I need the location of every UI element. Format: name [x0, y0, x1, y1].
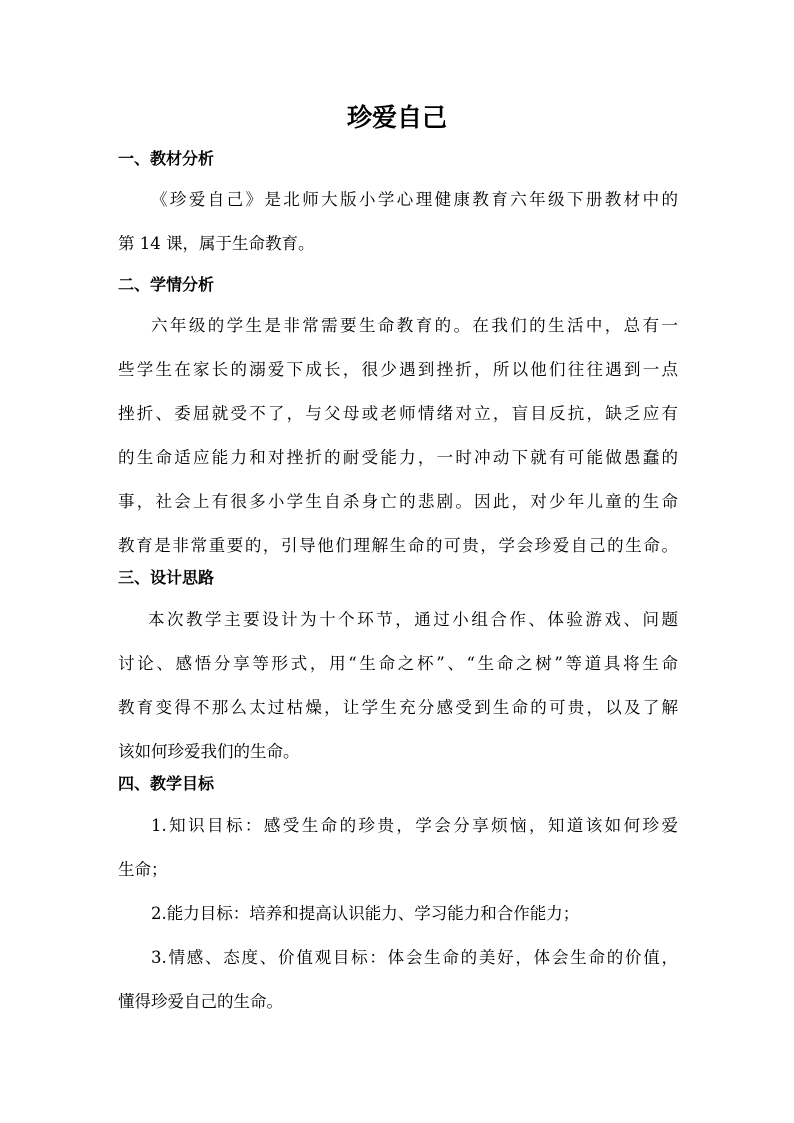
goal-item-line: 1.知识目标：感受生命的珍贵，学会分享烦恼，知道该如何珍爱: [151, 816, 678, 835]
paragraph-line: 该如何珍爱我们的生命。: [118, 742, 300, 761]
paragraph-line: 六年级的学生是非常需要生命教育的。在我们的生活中，总有一: [151, 316, 678, 335]
paragraph-textbook-analysis: [118, 178, 678, 266]
paragraph-line: 本次教学主要设计为十个环节，通过小组合作、体验游戏、问题: [148, 610, 678, 629]
paragraph-student-analysis: [118, 304, 678, 568]
paragraph-line: 事，社会上有很多小学生自杀身亡的悲剧。因此，对少年儿童的生命: [118, 492, 678, 511]
paragraph-line: 《珍爱自己》是北师大版小学心理健康教育六年级下册教材中的: [151, 190, 678, 209]
section-heading-textbook-analysis: 一、教材分析: [118, 149, 215, 168]
goal-item-line: 懂得珍爱自己的生命。: [118, 992, 283, 1011]
paragraph-line: 第 14 课，属于生命教育。: [118, 234, 315, 253]
paragraph-design-idea: [118, 598, 678, 774]
paragraph-line: 教育变得不那么太过枯燥，让学生充分感受到生命的可贵，以及了解: [118, 698, 678, 717]
section-heading-student-analysis: 二、学情分析: [118, 275, 215, 294]
goal-item-line: 生命；: [118, 860, 168, 879]
goal-item-line: 2.能力目标：培养和提高认识能力、学习能力和合作能力；: [151, 904, 580, 923]
paragraph-line: 讨论、感悟分享等形式，用“生命之杯”、“生命之树”等道具将生命: [118, 654, 678, 673]
goal-item-line: 3.情感、态度、价值观目标：体会生命的美好，体会生命的价值，: [151, 948, 678, 967]
section-heading-design-idea: 三、设计思路: [118, 568, 215, 587]
paragraph-line: 些学生在家长的溺爱下成长，很少遇到挫折，所以他们往往遇到一点: [118, 360, 678, 379]
goals-list: [118, 804, 678, 1024]
paragraph-line: 的生命适应能力和对挫折的耐受能力，一时冲动下就有可能做愚蠢的: [118, 448, 678, 467]
section-heading-teaching-goals: 四、教学目标: [118, 774, 215, 793]
paragraph-line: 挫折、委屈就受不了，与父母或老师情绪对立，盲目反抗，缺乏应有: [118, 404, 678, 423]
document-title: 珍爱自己: [346, 103, 447, 132]
paragraph-line: 教育是非常重要的，引导他们理解生命的可贵，学会珍爱自己的生命。: [118, 536, 678, 555]
